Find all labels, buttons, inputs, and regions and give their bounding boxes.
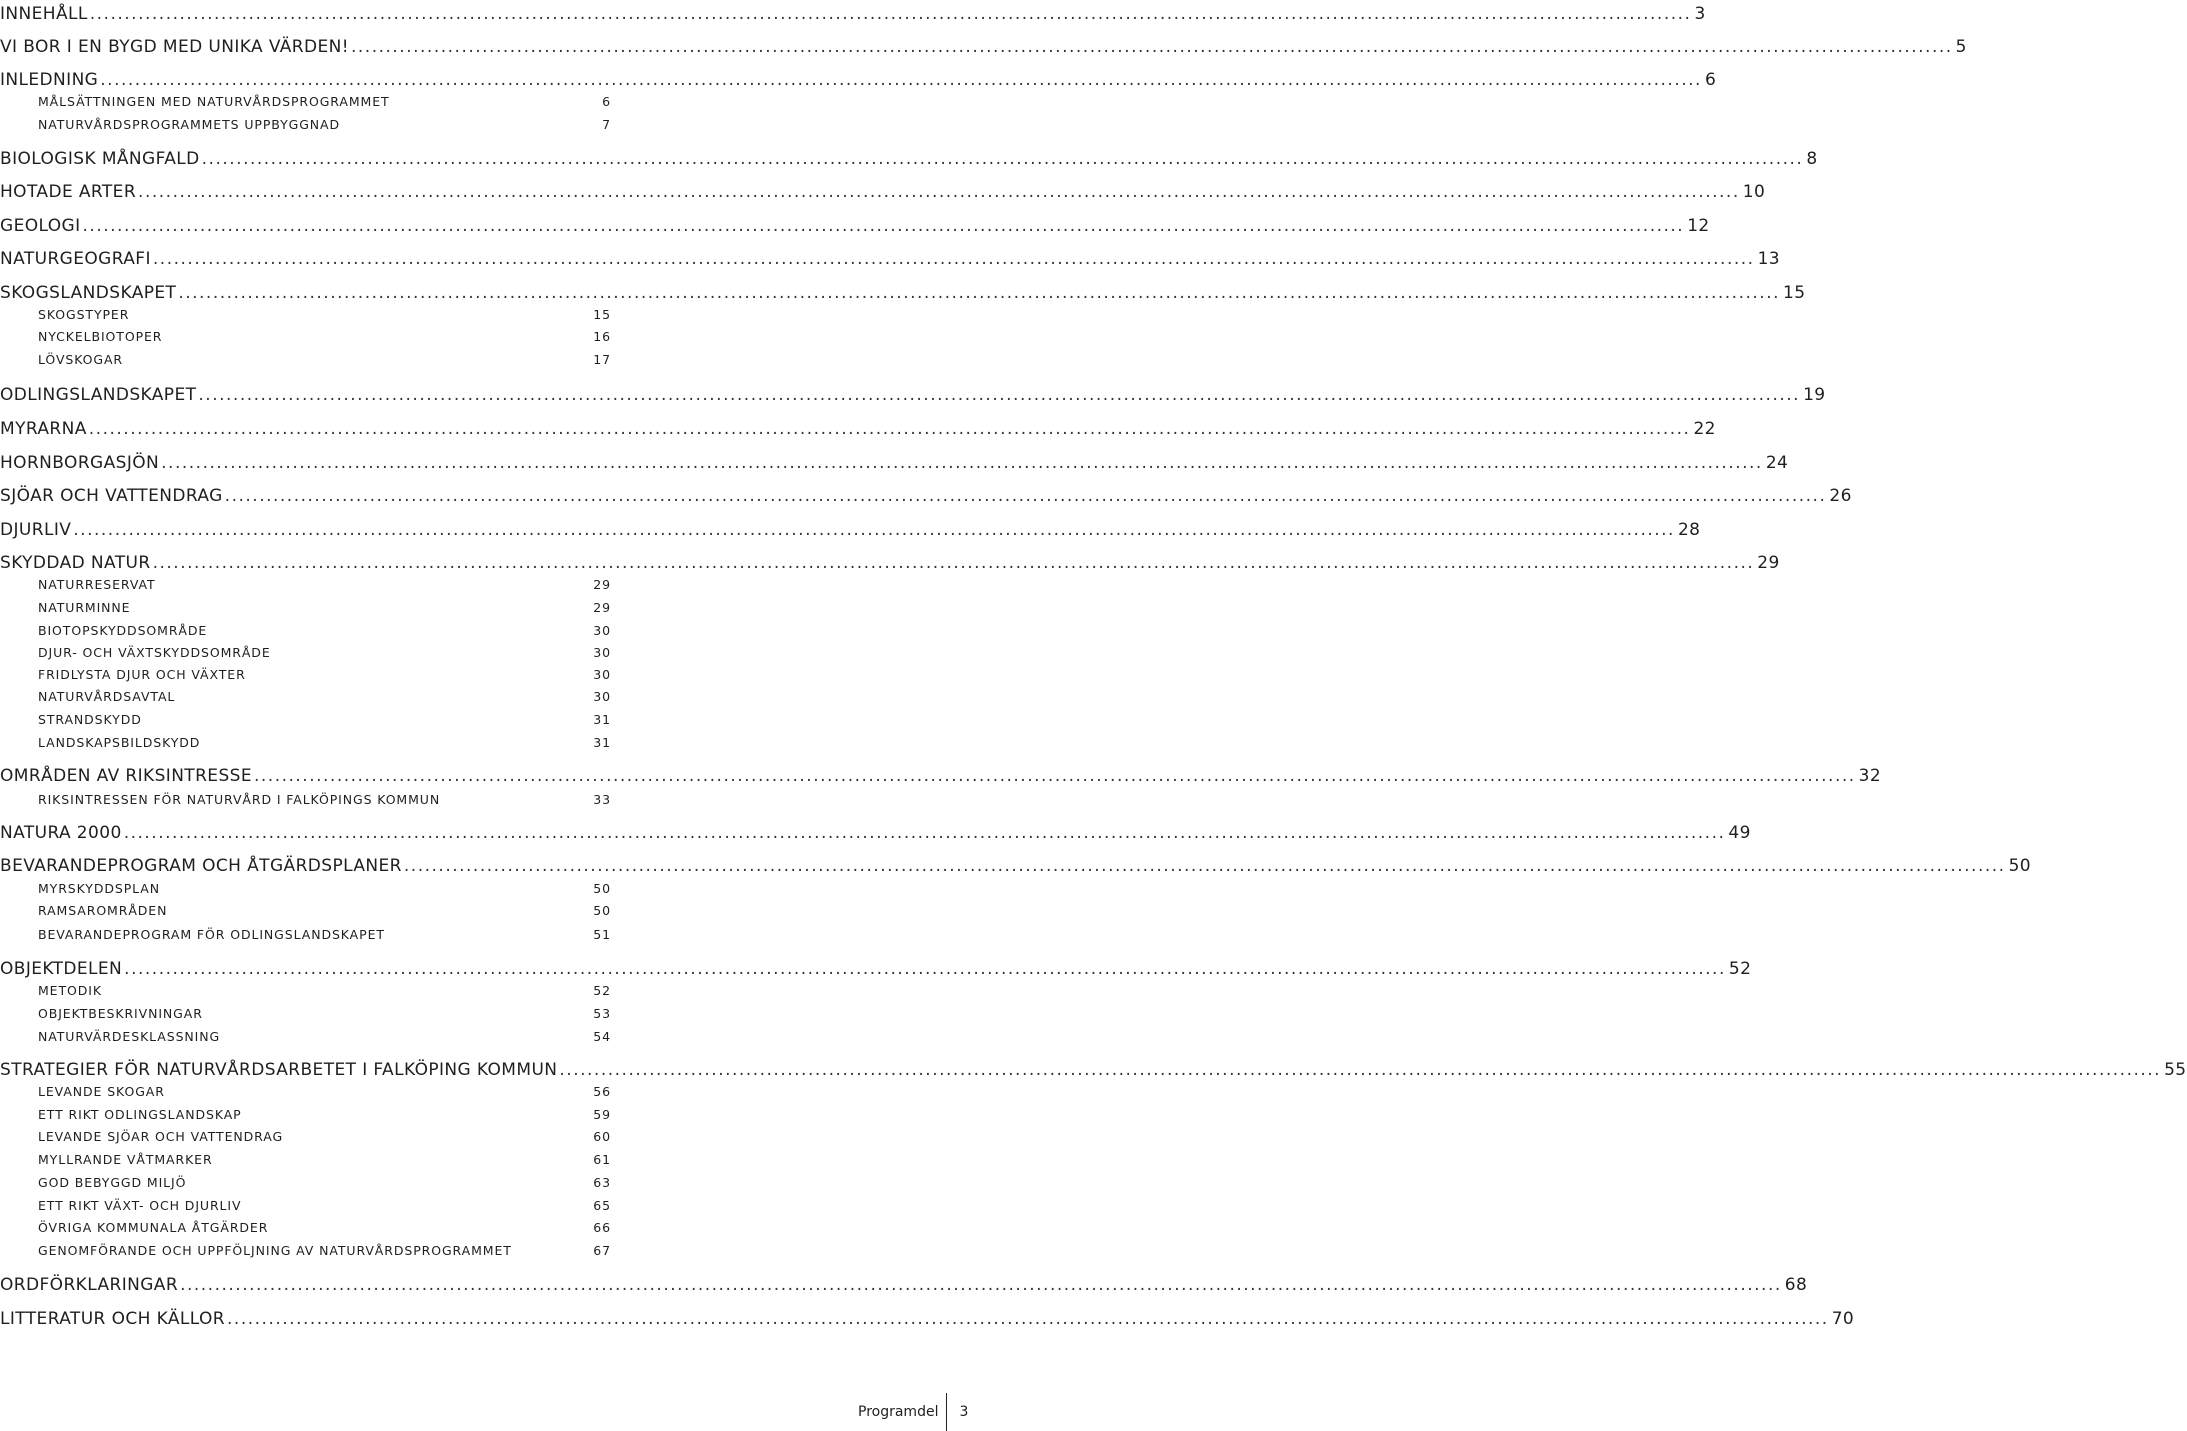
toc-entry-title: NATURRESERVAT [38,577,156,592]
toc-subentry[interactable] [38,329,611,344]
toc-entry[interactable] [0,766,1882,786]
toc-entry-title: OBJEKTDELEN [0,959,123,979]
toc-entry-title: BEVARANDEPROGRAM FÖR ODLINGSLANDSKAPET [38,927,385,942]
toc-entry-title: HOTADE ARTER [0,182,137,202]
toc-subentry[interactable] [38,623,611,638]
toc-subentry[interactable] [38,600,611,615]
toc-entry-title: ODLINGSLANDSKAPET [0,385,197,405]
toc-entry-title: ORDFÖRKLARINGAR [0,1275,179,1295]
toc-leader-dots [153,553,1755,573]
toc-entry[interactable] [0,283,1806,303]
toc-subentry[interactable] [38,1006,611,1021]
toc-entry-page: 15 [593,307,611,322]
toc-entry-page: 8 [1806,149,1818,169]
footer-section-label: Programdel [858,1404,939,1420]
toc-entry-title: NATURMINNE [38,600,131,615]
toc-subentry[interactable] [38,667,611,682]
toc-entry-page: 30 [593,645,611,660]
page-footer [858,1393,968,1431]
toc-entry-title: INNEHÅLL [0,4,88,24]
toc-entry-page: 54 [593,1029,611,1044]
toc-subentry[interactable] [38,712,611,727]
toc-entry-page: 49 [1728,823,1751,843]
toc-subentry[interactable] [38,1029,611,1044]
toc-entry-title: BIOLOGISK MÅNGFALD [0,149,200,169]
toc-entry-page: 68 [1784,1275,1808,1295]
toc-entry[interactable] [0,4,1706,24]
toc-entry-title: ETT RIKT VÄXT- OCH DJURLIV [38,1198,242,1213]
toc-entry-title: NATURGEOGRAFI [0,249,151,269]
toc-entry[interactable] [0,216,1710,236]
toc-entry[interactable] [0,249,1781,269]
toc-entry-page: 33 [593,792,611,807]
toc-leader-dots [153,249,1755,269]
toc-entry-page: 55 [2164,1060,2187,1080]
toc-entry-title: LÖVSKOGAR [38,352,123,367]
toc-entry-title: FRIDLYSTA DJUR OCH VÄXTER [38,667,246,682]
toc-leader-dots [180,1275,1782,1295]
toc-entry-page: 31 [593,735,611,750]
toc-entry-page: 30 [593,623,611,638]
toc-entry-page: 29 [593,577,611,592]
toc-subentry[interactable] [38,983,611,998]
toc-entry-title: SKOGSLANDSKAPET [0,283,177,303]
toc-subentry[interactable] [38,903,611,918]
toc-entry[interactable] [0,419,1716,439]
toc-entry-page: 22 [1693,419,1716,439]
toc-entry-title: NYCKELBIOTOPER [38,329,163,344]
toc-subentry[interactable] [38,1129,611,1144]
toc-entry-title: ÖVRIGA KOMMUNALA ÅTGÄRDER [38,1220,269,1235]
toc-leader-dots [178,283,1780,303]
toc-subentry[interactable] [38,645,611,660]
toc-leader-dots [559,1060,2161,1080]
toc-entry-page: 26 [1829,486,1852,506]
toc-entry-title: SJÖAR OCH VATTENDRAG [0,486,223,506]
toc-leader-dots [202,149,1804,169]
toc-entry[interactable] [0,453,1789,473]
toc-entry-page: 5 [1955,37,1967,57]
toc-subentry[interactable] [38,307,611,322]
toc-entry-title: MYRSKYDDSPLAN [38,881,161,896]
toc-entry-title: DJUR- OCH VÄXTSKYDDSOMRÅDE [38,645,271,660]
toc-entry-title: METODIK [38,983,102,998]
toc-entry-page: 12 [1687,216,1710,236]
toc-entry-title: SKYDDAD NATUR [0,553,151,573]
toc-entry-page: 66 [593,1220,611,1235]
toc-subentry[interactable] [38,1198,611,1213]
toc-subentry[interactable] [38,94,611,109]
toc-leader-dots [89,419,1691,439]
toc-entry-title: OBJEKTBESKRIVNINGAR [38,1006,203,1021]
toc-subentry[interactable] [38,117,611,132]
toc-subentry[interactable] [38,1243,611,1258]
toc-leader-dots [225,486,1827,506]
toc-leader-dots [254,766,1856,786]
toc-entry-page: 29 [1757,553,1780,573]
toc-entry[interactable] [0,385,1826,405]
toc-entry-title: STRATEGIER FÖR NATURVÅRDSARBETET I FALKÖPING KOMMUN [0,1060,558,1080]
toc-entry-page: 24 [1765,453,1789,473]
toc-entry-page: 59 [593,1107,611,1122]
toc-entry[interactable] [0,486,1852,506]
toc-subentry[interactable] [38,1084,611,1099]
toc-entry-page: 32 [1858,766,1882,786]
toc-entry[interactable] [0,182,1766,202]
toc-entry[interactable] [0,70,1717,90]
toc-entry-page: 19 [1803,385,1826,405]
toc-leader-dots [90,4,1692,24]
toc-entry-title: SKOGSTYPER [38,307,130,322]
toc-entry-title: INLEDNING [0,70,99,90]
toc-entry-title: NATURVÅRDSPROGRAMMETS UPPBYGGNAD [38,117,341,132]
toc-entry-title: GEOLOGI [0,216,81,236]
toc-entry[interactable] [0,520,1701,540]
toc-entry-page: 50 [593,881,611,896]
toc-subentry[interactable] [38,735,611,750]
toc-entry-title: LEVANDE SKOGAR [38,1084,165,1099]
toc-entry[interactable] [0,149,1818,169]
toc-entry-title: HORNBORGASJÖN [0,453,160,473]
toc-leader-dots [198,385,1800,405]
toc-leader-dots [100,70,1702,90]
toc-entry-page: 50 [2008,856,2032,876]
toc-subentry[interactable] [38,792,611,807]
toc-entry[interactable] [0,37,1967,57]
toc-entry-title: LITTERATUR OCH KÄLLOR [0,1309,226,1329]
toc-entry-title: MÅLSÄTTNINGEN MED NATURVÅRDSPROGRAMMET [38,94,390,109]
toc-entry-page: 61 [593,1152,611,1167]
toc-entry-title: VI BOR I EN BYGD MED UNIKA VÄRDEN! [0,37,349,57]
toc-entry-title: NATURVÄRDESKLASSNING [38,1029,221,1044]
toc-leader-dots [404,856,2006,876]
toc-leader-dots [73,520,1675,540]
toc-entry-title: GOD BEBYGGD MILJÖ [38,1175,187,1190]
toc-entry[interactable] [0,823,1751,843]
toc-entry-page: 30 [593,667,611,682]
toc-subentry[interactable] [38,927,611,942]
toc-entry-title: BIOTOPSKYDDSOMRÅDE [38,623,208,638]
toc-entry-title: OMRÅDEN AV RIKSINTRESSE [0,766,252,786]
toc-entry-title: RAMSAROMRÅDEN [38,903,168,918]
toc-subentry[interactable] [38,1107,611,1122]
toc-entry-page: 15 [1783,283,1806,303]
toc-entry-page: 29 [593,600,611,615]
toc-leader-dots [83,216,1685,236]
toc-entry[interactable] [0,1275,1808,1295]
toc-entry-page: 16 [593,329,611,344]
toc-entry-page: 53 [593,1006,611,1021]
toc-leader-dots [161,453,1763,473]
toc-entry-title: MYLLRANDE VÅTMARKER [38,1152,213,1167]
toc-entry-page: 51 [593,927,611,942]
toc-entry-page: 6 [602,94,611,109]
toc-entry-title: BEVARANDEPROGRAM OCH ÅTGÄRDSPLANER [0,856,402,876]
toc-entry-page: 30 [593,689,611,704]
toc-entry-page: 3 [1694,4,1706,24]
toc-leader-dots [351,37,1953,57]
toc-subentry[interactable] [38,1175,611,1190]
toc-subentry[interactable] [38,1152,611,1167]
toc-entry[interactable] [0,959,1752,979]
toc-entry-page: 65 [593,1198,611,1213]
toc-leader-dots [124,823,1726,843]
toc-entry-page: 28 [1677,520,1701,540]
toc-entry-page: 6 [1704,70,1717,90]
toc-subentry[interactable] [38,577,611,592]
toc-entry-page: 13 [1757,249,1781,269]
toc-subentry[interactable] [38,352,611,367]
toc-entry-title: STRANDSKYDD [38,712,142,727]
toc-entry-page: 67 [593,1243,611,1258]
toc-entry-title: GENOMFÖRANDE OCH UPPFÖLJNING AV NATURVÅRDSPROGRAMMET [38,1243,512,1258]
footer-page-number: 3 [959,1404,969,1420]
toc-entry-title: NATURVÅRDSAVTAL [38,689,176,704]
toc-entry-page: 7 [602,117,611,132]
toc-entry-page: 63 [593,1175,611,1190]
toc-entry-page: 56 [593,1084,611,1099]
toc-entry-title: MYRARNA [0,419,87,439]
toc-entry-page: 50 [593,903,611,918]
toc-subentry[interactable] [38,1220,611,1235]
toc-entry-title: NATURA 2000 [0,823,122,843]
toc-entry-page: 70 [1831,1309,1855,1329]
toc-subentry[interactable] [38,881,611,896]
toc-entry[interactable] [0,856,2032,876]
toc-leader-dots [227,1309,1829,1329]
toc-entry-title: LEVANDE SJÖAR OCH VATTENDRAG [38,1129,284,1144]
toc-entry-page: 10 [1742,182,1766,202]
toc-leader-dots [124,959,1726,979]
toc-entry-title: RIKSINTRESSEN FÖR NATURVÅRD I FALKÖPINGS KOMMUN [38,792,441,807]
toc-entry-title: LANDSKAPSBILDSKYDD [38,735,201,750]
toc-entry[interactable] [0,553,1780,573]
toc-subentry[interactable] [38,689,611,704]
toc-entry-page: 60 [593,1129,611,1144]
toc-entry-page: 17 [593,352,611,367]
toc-entry[interactable] [0,1060,2187,1080]
toc-entry-page: 52 [593,983,611,998]
toc-leader-dots [138,182,1740,202]
toc-entry[interactable] [0,1309,1855,1329]
toc-entry-page: 52 [1728,959,1752,979]
toc-entry-title: ETT RIKT ODLINGSLANDSKAP [38,1107,242,1122]
toc-entry-page: 31 [593,712,611,727]
toc-entry-title: DJURLIV [0,520,72,540]
